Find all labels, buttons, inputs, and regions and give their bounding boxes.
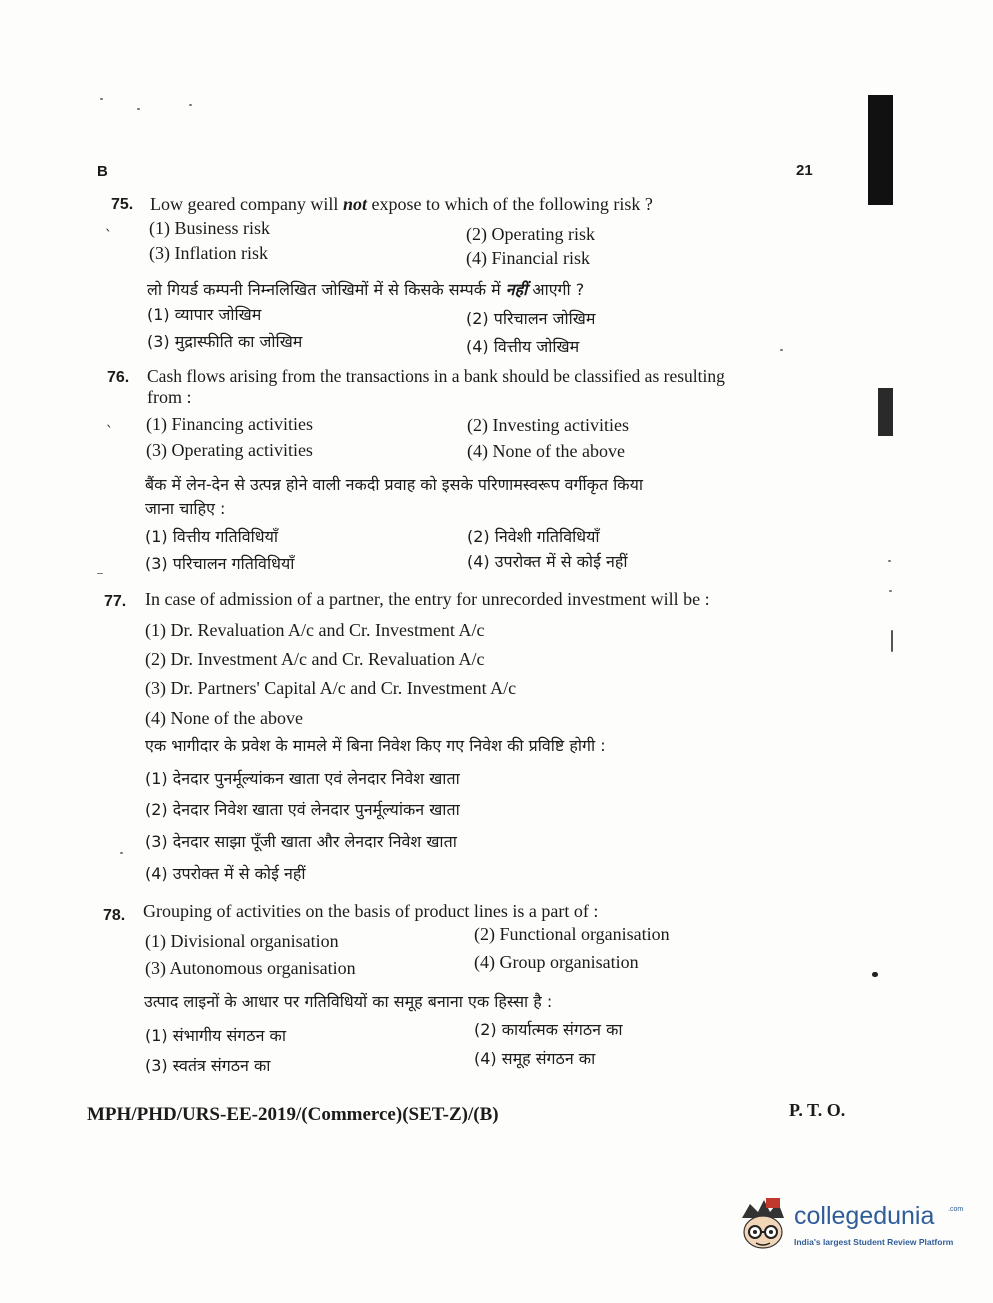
collegedunia-wordmark: collegedunia [794,1202,935,1230]
scan-speck [137,108,140,110]
page-number: 21 [796,162,813,179]
option-2-hi: (2) परिचालन जोखिम [466,309,596,328]
question-stem-en-line1: Cash flows arising from the transactions in a bank should be classified as resulting [147,366,725,386]
scan-speck [189,104,192,106]
paper-code: MPH/PHD/URS-EE-2019/(Commerce)(SET-Z)/(B) [87,1104,499,1125]
option-4-en: (4) Group organisation [474,952,639,972]
option-4-en: (4) None of the above [145,708,303,728]
scan-speck [891,630,893,652]
option-4-hi: (4) समूह संगठन का [474,1049,596,1068]
scan-edge-mark-top [868,95,893,205]
option-3-en: (3) Operating activities [146,440,313,460]
option-1-en: (1) Financing activities [146,414,313,434]
option-2-en: (2) Investing activities [467,415,629,435]
option-2-en: (2) Operating risk [466,224,595,244]
question-stem-hi: लो गियर्ड कम्पनी निम्नलिखित जोखिमों में से किसके सम्पर्क में नहीं आएगी ? [147,280,585,299]
option-1-en: (1) Dr. Revaluation A/c and Cr. Investment A/c [145,620,485,640]
option-2-en: (2) Dr. Investment A/c and Cr. Revaluation A/c [145,649,485,669]
scan-speck [889,590,892,592]
question-stem-en: In case of admission of a partner, the entry for unrecorded investment will be : [145,589,710,609]
option-1-en: (1) Business risk [149,218,270,238]
option-2-hi: (2) देनदार निवेश खाता एवं लेनदार पुनर्मूल्यांकन खाता [145,800,460,819]
option-3-hi: (3) मुद्रास्फीति का जोखिम [147,332,303,351]
option-4-en: (4) None of the above [467,441,625,461]
option-2-hi: (2) निवेशी गतिविधियाँ [467,527,600,546]
question-stem-en: Low geared company will not expose to which of the following risk ? [150,194,653,214]
option-1-hi: (1) संभागीय संगठन का [145,1026,286,1045]
scan-speck [97,573,103,574]
scan-speck [872,972,878,977]
option-3-hi: (3) देनदार साझा पूँजी खाता और लेनदार निवेश खाता [145,832,457,851]
question-stem-hi: उत्पाद लाइनों के आधार पर गतिविधियों का समूह बनाना एक हिस्सा है : [144,992,553,1011]
question-stem-en: Grouping of activities on the basis of product lines is a part of : [143,901,599,921]
option-3-en: (3) Inflation risk [149,243,268,263]
collegedunia-tagline: India's largest Student Review Platform [794,1237,954,1247]
scan-speck [888,560,891,562]
option-2-en: (2) Functional organisation [474,924,670,944]
option-1-en: (1) Divisional organisation [145,931,339,951]
question-number: 78. [103,907,126,924]
student-mascot-icon [736,1196,792,1254]
question-number: 77. [104,593,127,610]
collegedunia-domain-suffix: .com [948,1206,964,1213]
question-stem-hi-line1: बैंक में लेन-देन से उत्पन्न होने वाली नकदी प्रवाह को इसके परिणामस्वरूप वर्गीकृत किया [145,475,644,494]
option-3-hi: (3) स्वतंत्र संगठन का [145,1056,271,1075]
question-number: 76. [107,369,130,386]
option-4-en: (4) Financial risk [466,248,590,268]
scan-speck [780,349,783,351]
set-letter: B [97,163,108,180]
collegedunia-watermark [736,1196,964,1258]
option-2-hi: (2) कार्यात्मक संगठन का [474,1020,623,1039]
question-stem-hi: एक भागीदार के प्रवेश के मामले में बिना निवेश किए गए निवेश की प्रविष्टि होगी : [145,736,606,755]
option-3-hi: (3) परिचालन गतिविधियाँ [145,554,295,573]
option-4-hi: (4) वित्तीय जोखिम [466,337,580,356]
pto-label: P. T. O. [789,1100,846,1120]
option-3-en: (3) Dr. Partners' Capital A/c and Cr. Investment A/c [145,678,517,698]
option-4-hi: (4) उपरोक्त में से कोई नहीं [467,552,628,571]
option-1-hi: (1) देनदार पुनर्मूल्यांकन खाता एवं लेनदार निवेश खाता [145,769,460,788]
option-3-en: (3) Autonomous organisation [145,958,356,978]
option-4-hi: (4) उपरोक्त में से कोई नहीं [145,864,306,883]
scan-speck [100,98,103,100]
pencil-tick-mark: ՝ [107,423,111,441]
pencil-tick-mark: ՝ [106,227,110,245]
scan-edge-mark-middle [878,388,893,436]
question-stem-hi-line2: जाना चाहिए : [145,499,226,518]
question-number: 75. [111,196,134,213]
scan-speck [120,852,123,854]
question-stem-en-line2: from : [147,387,192,407]
option-1-hi: (1) वित्तीय गतिविधियाँ [145,527,279,546]
option-1-hi: (1) व्यापार जोखिम [147,305,262,324]
